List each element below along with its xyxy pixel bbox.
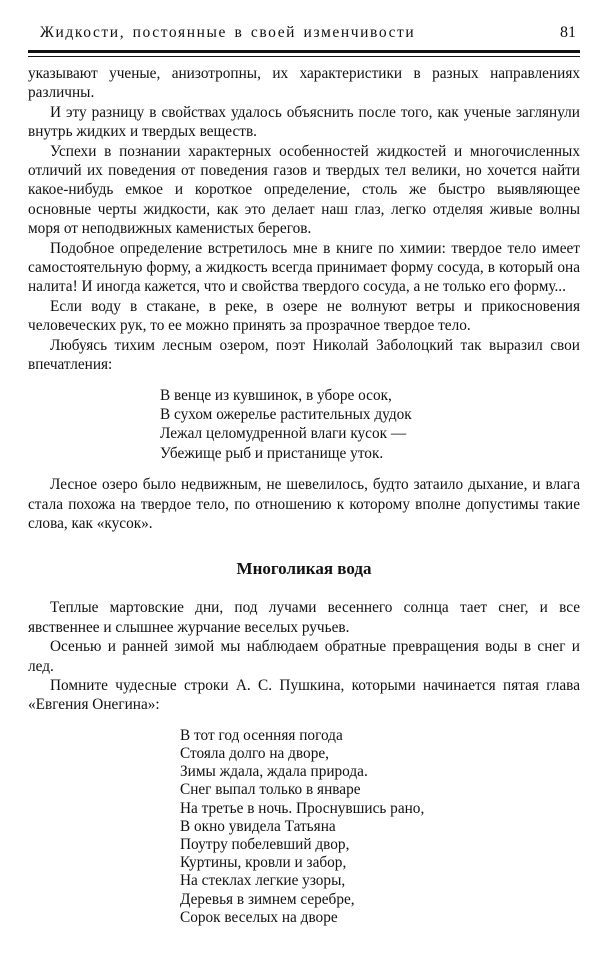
paragraph: Теплые мартовские дни, под лучами весеннего солнца тает снег, и все явственнее и слышнее журчание веселых ручьев. <box>28 599 580 636</box>
paragraph: Если воду в стакане, в реке, в озере не волнуют ветры и прикосновения человеческих рук, то ее можно принять за прозрачное твердое тело. <box>28 297 580 335</box>
paragraph: Лесное озеро было недвижным, не шевелилось, будто затаило дыхание, и влага стала похожа на твердое тело, по отношению к которому вполне допустимы такие слова, как «кусок». <box>28 476 580 532</box>
verse-line: Лежал целомудренной влаги кусок — <box>160 425 407 443</box>
body-text <box>28 64 580 939</box>
page-number: 81 <box>560 24 576 41</box>
paragraph: указывают ученые, анизотропны, их характеристики в разных направлениях различны. <box>28 65 580 102</box>
verse-line: Куртины, кровли и забор, <box>180 854 347 872</box>
header-rule-thick <box>28 50 580 53</box>
verse-line: На стеклах легкие узоры, <box>180 872 346 890</box>
section-title: Многоликая вода <box>236 559 372 579</box>
header-rule-thin <box>28 56 580 57</box>
verse-line: На третье в ночь. Проснувшись рано, <box>180 799 425 817</box>
verse-line: Зимы ждала, ждала природа. <box>180 763 368 781</box>
verse-line: Поутру побелевший двор, <box>180 836 350 853</box>
page-header <box>40 24 576 46</box>
running-title: Жидкости, постоянные в своей изменчивости <box>40 24 416 41</box>
verse-line: В окно увидела Татьяна <box>180 817 336 835</box>
verse-line: В тот год осенняя погода <box>180 726 343 744</box>
verse-line: Сорок веселых на дворе <box>180 908 338 926</box>
paragraph: Осенью и ранней зимой мы наблюдаем обратные превращения воды в снег и лед. <box>28 638 580 675</box>
verse-zabolotsky <box>28 386 580 464</box>
verse-line: Снег выпал только в январе <box>180 781 361 799</box>
verse-line: Стояла долго на дворе, <box>180 744 329 762</box>
verse-pushkin <box>28 727 580 927</box>
verse-line: В венце из кувшинок, в уборе осок, <box>160 386 392 404</box>
verse-line: В сухом ожерелье растительных дудок <box>160 405 412 423</box>
paragraph: Любуясь тихим лесным озером, поэт Николай Заболоцкий так выразил свои впечатления: <box>28 336 580 374</box>
verse-line: Деревья в зимнем серебре, <box>180 890 355 908</box>
paragraph: Успехи в познании характерных особенностей жидкостей и многочисленных отличий их поведения от поведения газов и твердых тел велики, но хочется найти какое-нибудь емкое и короткое определение, столь же быстро выявляющее основные черты жидкости, как это делает наш глаз, легко отделяя живые волны моря от неподвижных каменистых берегов. <box>28 142 580 238</box>
verse-line: Убежище рыб и пристанище уток. <box>160 444 384 462</box>
paragraph: Подобное определение встретилось мне в книге по химии: твердое тело имеет самостоятельную форму, а жидкость всегда принимает форму сосуда, в который она налита! И иногда кажется, что и свойства твердого сосуда, а не только его форму... <box>28 239 580 296</box>
paragraph: Помните чудесные строки А. С. Пушкина, которыми начинается пятая глава «Евгения Онегина»: <box>28 676 580 714</box>
paragraph: И эту разницу в свойствах удалось объяснить после того, как ученые заглянули внутрь жидких и твердых веществ. <box>28 103 580 141</box>
